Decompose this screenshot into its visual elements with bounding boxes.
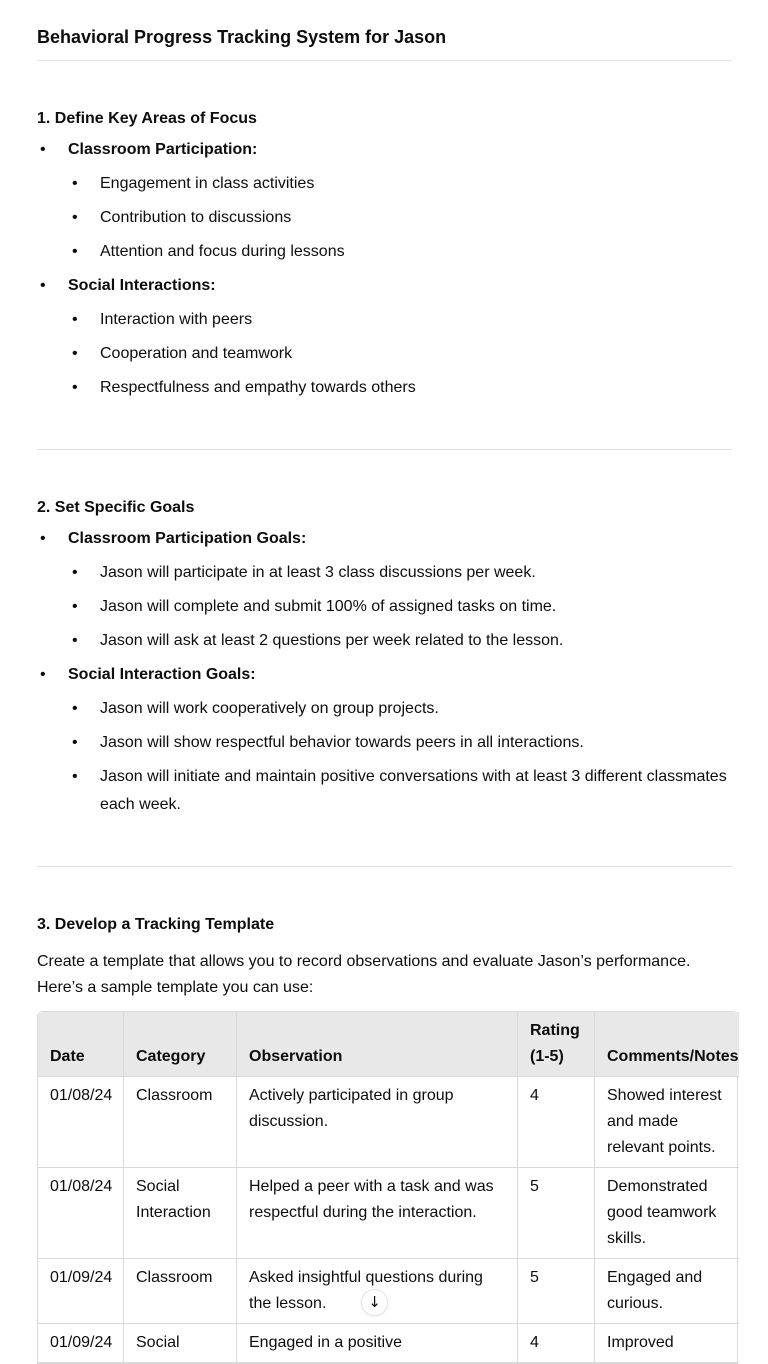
table-cell: 01/08/24: [38, 1168, 124, 1259]
list-item: • Engagement in class activities: [68, 167, 732, 201]
table-cell: Engaged in a positive: [237, 1324, 518, 1363]
table-header-cell-observation: Observation: [237, 1012, 518, 1077]
list-item: • Interaction with peers: [68, 303, 732, 337]
list-item: • Jason will initiate and maintain positive conversations with at least 3 different classmates each week.: [68, 760, 732, 822]
table-cell: 5: [518, 1168, 595, 1259]
table-cell: 01/09/24: [38, 1324, 124, 1363]
section-divider: [37, 449, 732, 450]
table-header-row: [38, 1012, 739, 1077]
table-cell: Classroom: [124, 1259, 237, 1324]
table-cell: Actively participated in group discussion.: [237, 1077, 518, 1168]
list-item: • Jason will show respectful behavior towards peers in all interactions.: [68, 726, 732, 760]
table-cell: Social Interaction: [124, 1168, 237, 1259]
table-row: [38, 1077, 739, 1168]
title-divider: [37, 60, 732, 61]
list-item: • Jason will work cooperatively on group projects.: [68, 692, 732, 726]
table-row: [38, 1324, 739, 1363]
table-cell: 4: [518, 1077, 595, 1168]
group-label: • Classroom Participation:: [37, 133, 732, 167]
tracking-table-container: [37, 1011, 738, 1364]
sub-list: [68, 692, 732, 822]
table-cell: Helped a peer with a task and was respectful during the interaction.: [237, 1168, 518, 1259]
table-header-cell-comments: Comments/Notes: [595, 1012, 739, 1077]
table-cell: Demonstrated good teamwork skills.: [595, 1168, 739, 1259]
list-item: • Jason will ask at least 2 questions per week related to the lesson.: [68, 624, 732, 658]
list-group: [37, 522, 732, 658]
list-group: [37, 658, 732, 822]
list-item: • Jason will participate in at least 3 class discussions per week.: [68, 556, 732, 590]
table-cell: Social: [124, 1324, 237, 1363]
table-header-cell-rating: Rating (1-5): [518, 1012, 595, 1077]
table-row: [38, 1168, 739, 1259]
table-cell: Showed interest and made relevant points.: [595, 1077, 739, 1168]
tracking-table: [38, 1012, 739, 1363]
list-item: • Contribution to discussions: [68, 201, 732, 235]
page-title: Behavioral Progress Tracking System for Jason: [37, 27, 447, 47]
group-label: • Social Interaction Goals:: [37, 658, 732, 692]
section-3-paragraph: Create a template that allows you to record observations and evaluate Jason’s performance. Here’s a sample template you can use:: [37, 953, 691, 996]
sub-list: [68, 167, 732, 269]
list-group: [37, 269, 732, 405]
list-group: [37, 133, 732, 269]
section-1-heading: 1. Define Key Areas of Focus: [37, 110, 257, 127]
table-cell: Engaged and curious.: [595, 1259, 739, 1324]
sub-list: [68, 556, 732, 658]
table-cell: Asked insightful questions during the lesson.: [237, 1259, 518, 1324]
table-cell: Classroom: [124, 1077, 237, 1168]
list-item: • Respectfulness and empathy towards others: [68, 371, 732, 405]
table-cell: 01/08/24: [38, 1077, 124, 1168]
group-label: • Social Interactions:: [37, 269, 732, 303]
table-header-cell-date: Date: [38, 1012, 124, 1077]
list-item: • Attention and focus during lessons: [68, 235, 732, 269]
table-cell: Improved: [595, 1324, 739, 1363]
table-cell: 5: [518, 1259, 595, 1324]
section-2-heading: 2. Set Specific Goals: [37, 499, 195, 516]
table-cell: 4: [518, 1324, 595, 1363]
section-3-heading: 3. Develop a Tracking Template: [37, 916, 275, 933]
table-row: [38, 1259, 739, 1324]
scroll-to-bottom-button[interactable]: [361, 1289, 388, 1316]
list-item: • Cooperation and teamwork: [68, 337, 732, 371]
group-label: • Classroom Participation Goals:: [37, 522, 732, 556]
table-header-cell-category: Category: [124, 1012, 237, 1077]
section-divider: [37, 866, 732, 867]
sub-list: [68, 303, 732, 405]
list-item: • Jason will complete and submit 100% of assigned tasks on time.: [68, 590, 732, 624]
section-1-list: [37, 133, 732, 405]
section-2-list: [37, 522, 732, 822]
table-cell: 01/09/24: [38, 1259, 124, 1324]
arrow-down-icon: ↓: [368, 1293, 381, 1311]
